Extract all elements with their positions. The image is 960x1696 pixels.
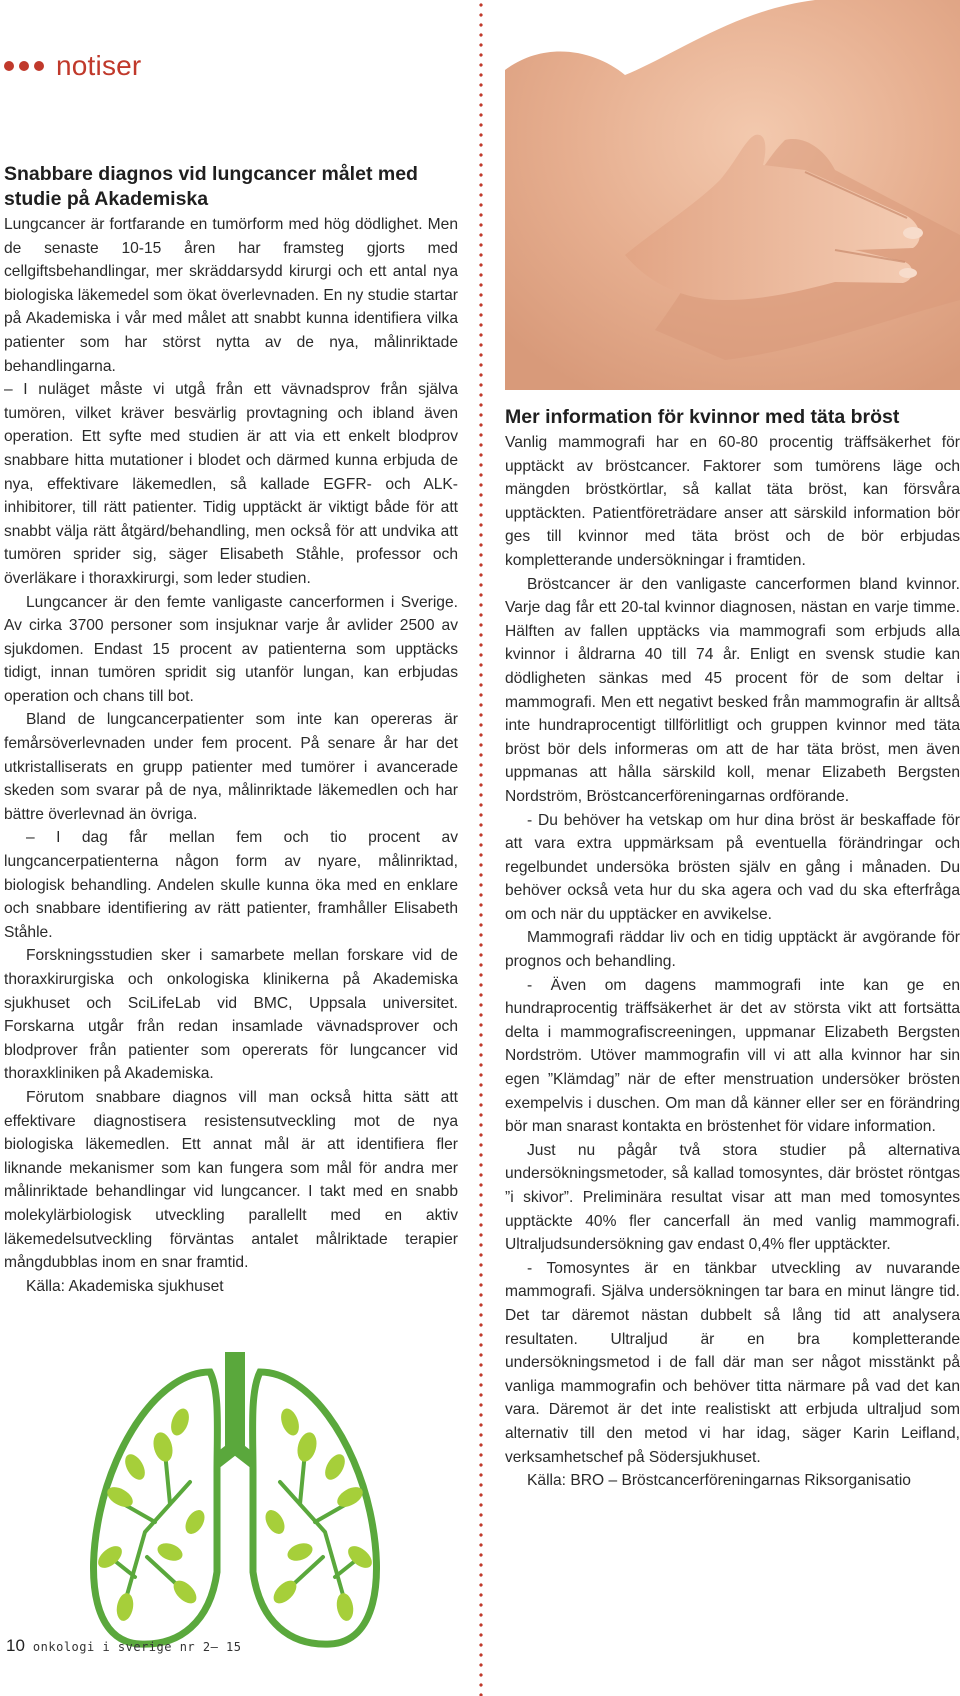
paragraph: - Tomosyntes är en tänkbar utveckling av nuvarande mammografi. Själva undersökningen tar bara en minut längre tid. Det tar däremot nästan dubbelt så lång tid att analysera resultaten. Ultraljud är en bra kompletterande undersökningsmetod i de fall där man ser något misstänkt på vanliga mammografin och behöver titta närmare på vad det kan vara. Däremot är det inte realistiskt att erbjuda ultraljud som alternativ till den metod vi har idag, säger Karin Leifland, verksamhetschef på Södersjukhuset. bbox=[505, 1259, 960, 1466]
section-dots bbox=[4, 61, 44, 71]
paragraph: - Även om dagens mammografi inte kan ge en hundraprocentig träffsäkerhet är det av största vikt att fortsätta delta i mammografiscreeningen, uppmanar Elizabeth Bergsten Nordström. Utöver mammografin vill vi att alla kvinnor har sin egen ”Klämdag” när de efter menstruation undersöker brösten exempelvis i duschen. Om man då känner eller ser en förändring bör man snarast kontakta en bröstenhet för vidare information. bbox=[505, 976, 960, 1136]
section-header bbox=[4, 50, 141, 82]
column-divider bbox=[479, 0, 483, 1696]
left-article-body bbox=[4, 213, 458, 1298]
publication-name: onkologi i sverige nr 2– 15 bbox=[32, 1640, 242, 1654]
dot-icon bbox=[19, 61, 29, 71]
paragraph: Bröstcancer är den vanligaste cancerformen bland kvinnor. Varje dag får ett 20-tal kvinnor diagnosen, nästan en varje timme. Hälften av fallen upptäcks via mammografi som erbjuds alla kvinnor i åldrarna 40 till 74 år. Enligt en svensk studie kan dödligheten sänkas med 45 procent för de som deltar i mammografi. Men ett negativt besked från mammografin är alltså inte hundraprocentigt tillförlitligt och gruppen kvinnor med täta bröst bör dels informeras om att de har täta bröst, men även uppmanas att hålla särskild koll, menar Elizabeth Bergsten Nordström, Bröstcancerföreningarnas ordförande. bbox=[505, 575, 960, 805]
right-article-body bbox=[505, 431, 960, 1493]
page-number: 10 bbox=[6, 1636, 25, 1655]
right-article-title: Mer information för kvinnor med täta bröst bbox=[505, 406, 900, 428]
article-source: Källa: BRO – Bröstcancerföreningarnas Riksorganisatio bbox=[527, 1472, 911, 1490]
paragraph: Förutom snabbare diagnos vill man också hitta sätt att effektivare diagnostisera resistensutveckling mot de nya biologiska läkemedlen. Ett annat mål är att identifiera fler liknande mekanismer som kan fungera som mål för andra mer målinriktade behandlingar vid lungcancer. I takt med en snabb molekylärbiologisk utveckling parallellt med en aktiv läkemedelsutveckling förväntas antalet målriktade terapier mångdubblas inom en snar framtid. bbox=[4, 1088, 458, 1272]
paragraph: – I dag får mellan fem och tio procent av lungcancerpatienterna någon form av nyare, målinriktad, biologisk behandling. Andelen skulle kunna öka med en enklare och snabbare identifiering av rätt patienter, framhåller Elisabeth Ståhle. bbox=[4, 829, 458, 941]
green-lungs-illustration bbox=[75, 1352, 395, 1652]
paragraph: - Du behöver ha vetskap om hur dina bröst är beskaffade för att vara extra uppmärksam på eventuella förändringar och regelbundet undersöka brösten själv en gång i månaden. Du behöver också veta hur du ska agera och vad du ska efterfråga om och när du upptäcker en avvikelse. bbox=[505, 811, 960, 923]
paragraph: Bland de lungcancerpatienter som inte kan opereras är femårsöverlevnaden under fem procent. På senare år har det utkristalliserats en grupp patienter med tumörer i avancerade skeden som svarar på de nya, målinriktade läkemedlen och har bättre överlevnad än övriga. bbox=[4, 711, 458, 823]
paragraph: Lungcancer är fortfarande en tumörform med hög dödlighet. Men de senaste 10-15 åren har framsteg gjorts med cellgiftsbehandlingar, mer skräddarsydd kirurgi och ett antal nya biologiska läkemedel som ökat överlevnaden. En ny studie startar på Akademiska i vår med målet att snabbt kunna identifiera vilka patienter som har störst nytta av de nya, målinriktade behandlingarna. bbox=[4, 216, 458, 375]
right-article bbox=[505, 405, 960, 1493]
paragraph: – I nuläget måste vi utgå från ett vävnadsprov från själva tumören, vilket kräver besvärlig provtagning och ibland även operation. Ett syfte med studien är att via ett enkelt blodprov snabbare hitta mutationer i blodet och därmed kunna erbjuda de nya, effektivare läkemedlen, så kallade EGFR- och ALK-inhibitorer, till rätt patienter. Tidig upptäckt är viktigt både för att snabbt välja rätt åtgärd/behandling, men också för att undvika att tumören sprider sig, säger Elisabeth Ståhle, professor och överläkare i thoraxkirurgi, som leder studien. bbox=[4, 381, 458, 587]
paragraph: Just nu pågår två stora studier på alternativa undersökningsmetoder, så kallad tomosyntes, där bröstet röntgas ”i skivor”. Preliminära resultat visar att man med tomosyntes upptäckte 40% fler cancerfall än med vanlig mammografi. Ultraljudsundersökning gav endast 0,4% fler upptäckter. bbox=[505, 1141, 960, 1254]
article-source: Källa: Akademiska sjukhuset bbox=[26, 1277, 224, 1295]
dot-icon bbox=[34, 61, 44, 71]
page-footer bbox=[6, 1636, 242, 1656]
paragraph: Vanlig mammografi har en 60-80 procentig träffsäkerhet för upptäckt av bröstcancer. Faktorer som tumörens läge och mängden bröstkörtlar, så kallat täta bröst, kan försvåra upptäckten. Patientföreträdare anser att särskild information bör ges till kvinnor med täta bröst och de bör erbjudas kompletterande undersökningar i framtiden. bbox=[505, 434, 960, 569]
dot-icon bbox=[4, 61, 14, 71]
paragraph: Lungcancer är den femte vanligaste cancerformen i Sverige. Av cirka 3700 personer som insjuknar varje år avlider 2500 av sjukdomen. Endast 15 procent av patienterna som upptäcks tidigt, innan tumören spridit sig utanför lungan, kan erbjudas operation och chans till bot. bbox=[4, 593, 458, 705]
left-article-title: Snabbare diagnos vid lungcancer målet med studie på Akademiska bbox=[4, 163, 418, 210]
photo-woman-hand-on-breast bbox=[505, 0, 960, 390]
paragraph: Forskningsstudien sker i samarbete mellan forskare vid de thoraxkirurgiska och onkologiska klinikerna på Akademiska sjukhuset och SciLifeLab vid BMC, Uppsala universitet. Forskarna utgår från redan insamlade vävnadsprover och blodprover från patienter som opererats för lungcancer vid thoraxkliniken på Akademiska. bbox=[4, 947, 458, 1083]
left-article bbox=[4, 162, 458, 1298]
paragraph: Mammografi räddar liv och en tidig upptäckt är avgörande för prognos och behandling. bbox=[505, 929, 960, 971]
section-title: notiser bbox=[56, 50, 142, 81]
